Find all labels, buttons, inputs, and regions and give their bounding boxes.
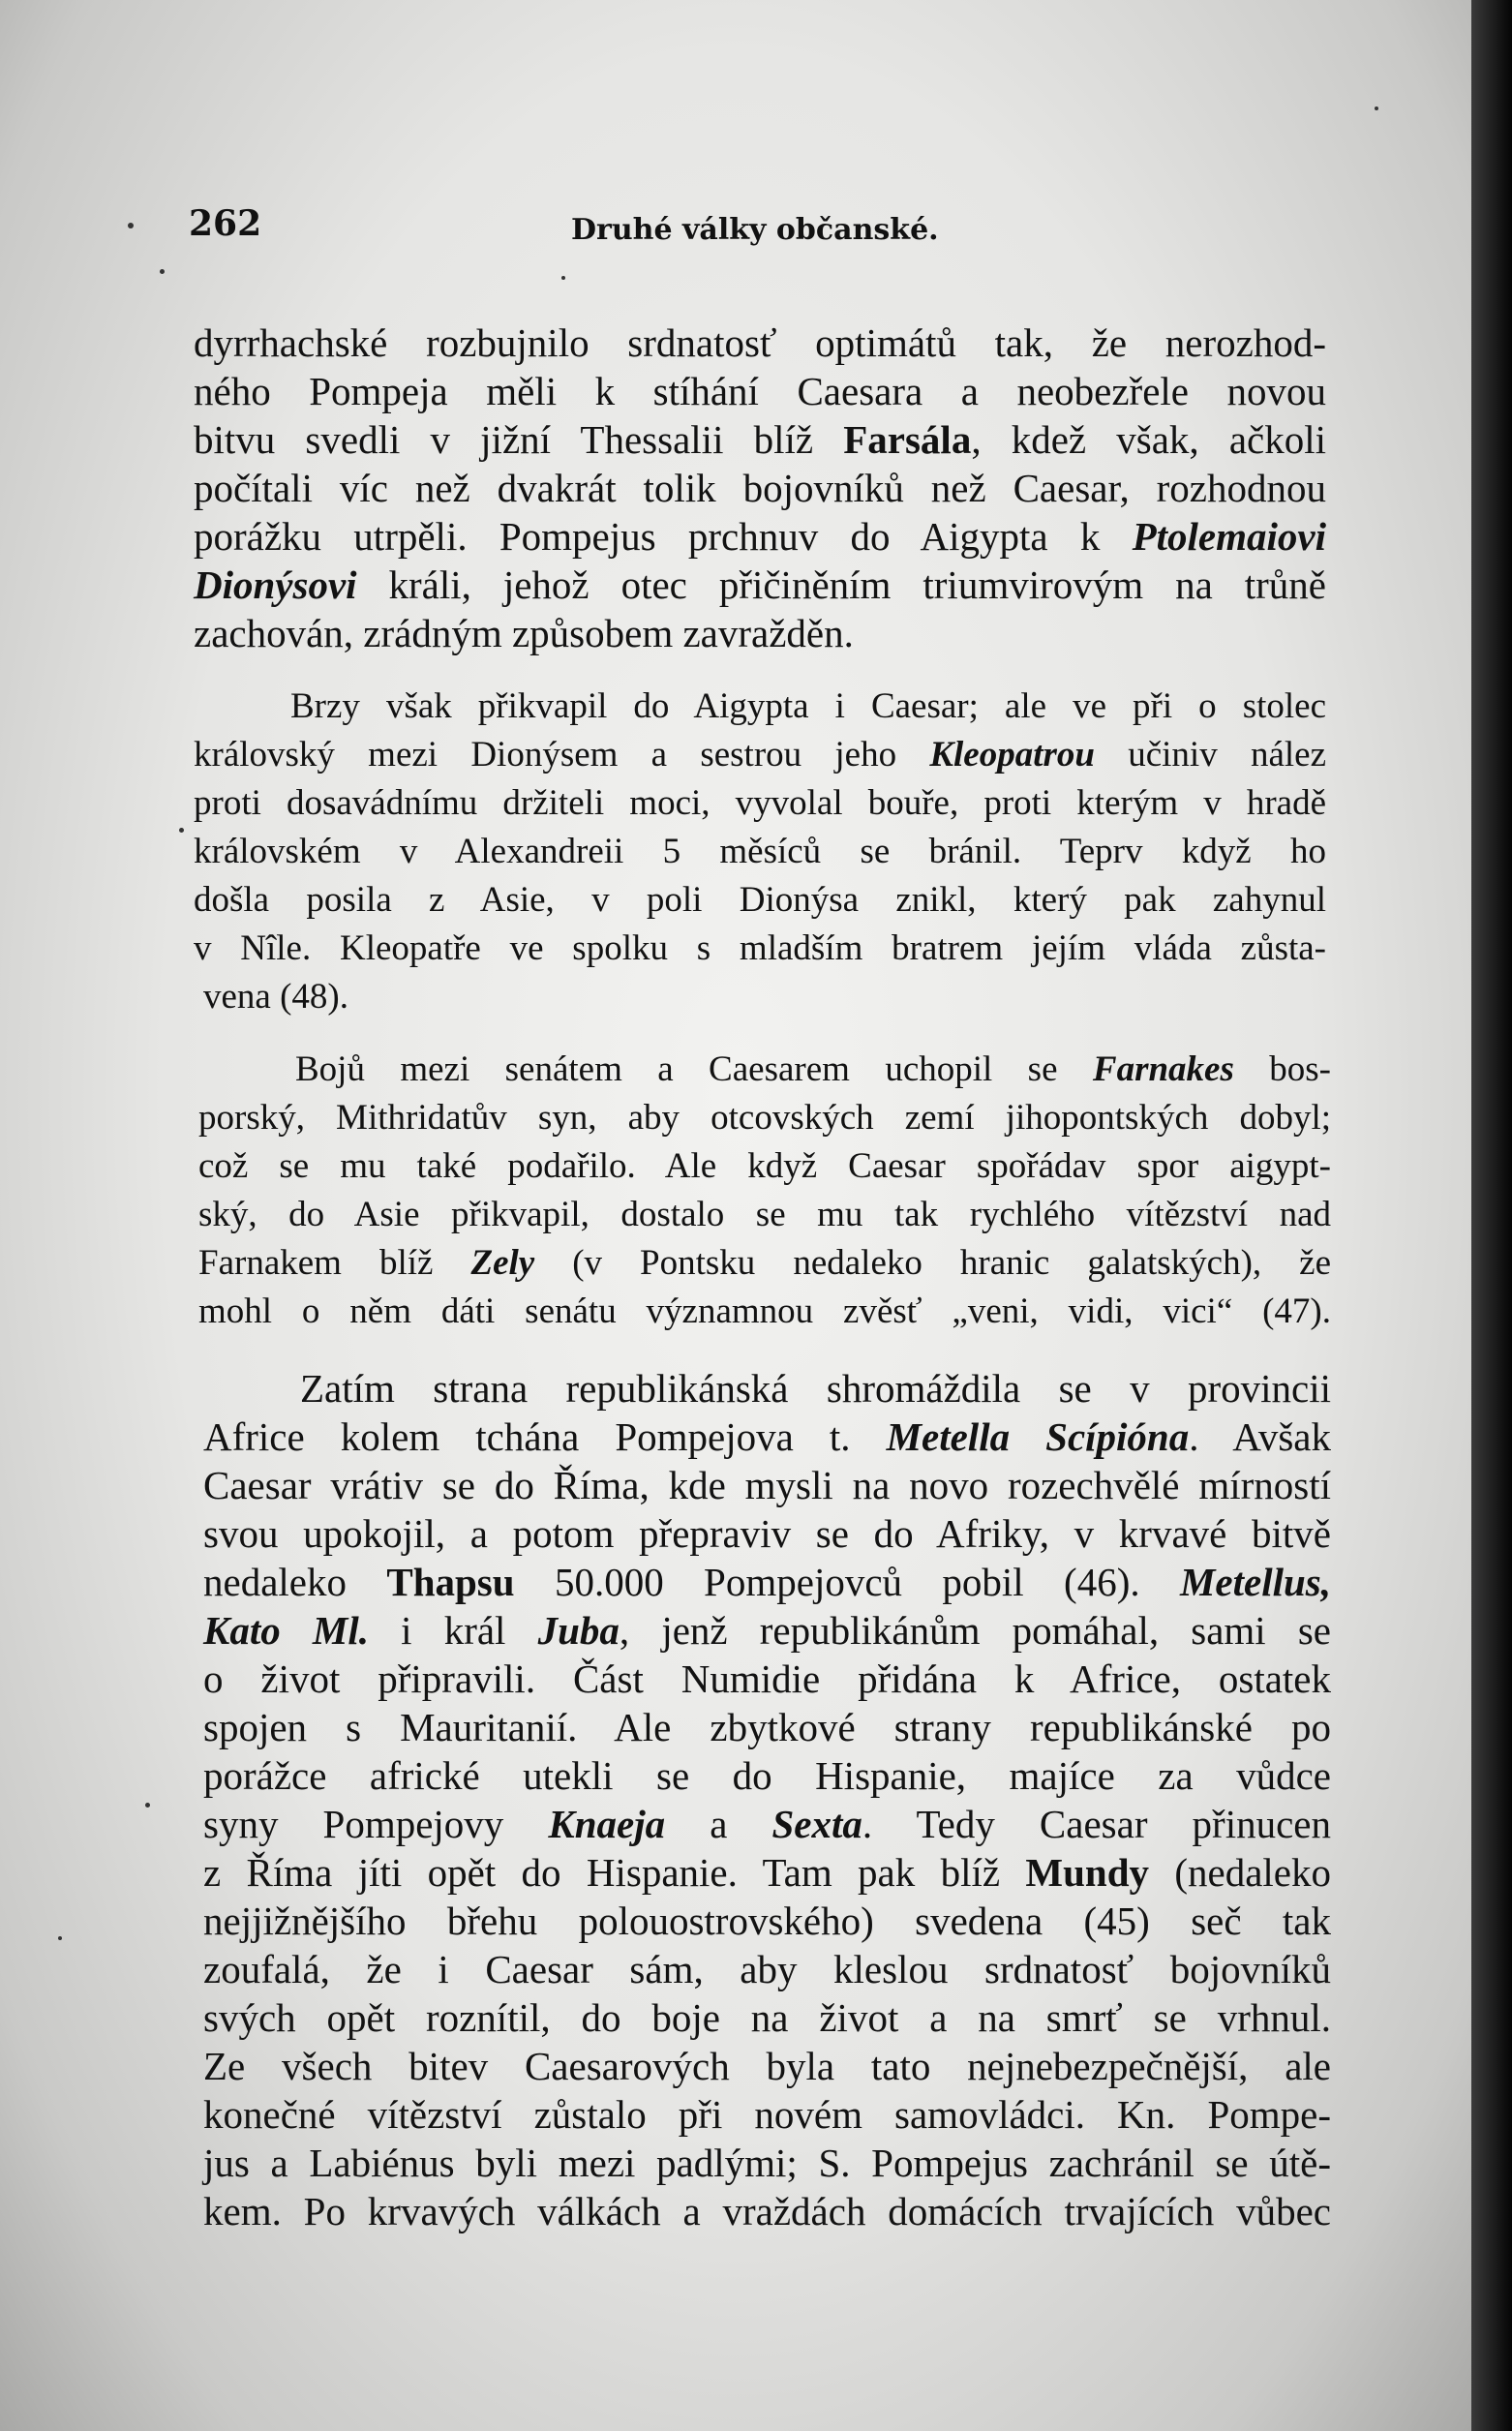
scan-speck bbox=[561, 276, 565, 280]
scan-speck bbox=[160, 269, 165, 274]
text-line: o život připravili. Část Numidie přidána k Africe, ostatek bbox=[203, 1656, 1331, 1701]
scan-speck bbox=[145, 1803, 150, 1808]
text-line: jus a Labiénus byli mezi padlými; S. Pompejus zachránil se útě- bbox=[203, 2141, 1331, 2185]
text-line: nejjižnějšího břehu polouostrovského) svedena (45) seč tak bbox=[203, 1899, 1331, 1943]
text-line: královský mezi Dionýsem a sestrou jeho Kleopatrou učiniv nález bbox=[194, 735, 1327, 775]
text-line: Brzy však přikvapil do Aigypta i Caesar; ale ve při o stolec bbox=[290, 686, 1326, 726]
text-line: svých opět roznítil, do boje na život a na smrť se vrhnul. bbox=[203, 1995, 1331, 2040]
text-line: svou upokojil, a potom přepraviv se do Afriky, v krvavé bitvě bbox=[203, 1511, 1331, 1556]
text-line: proti dosavádnímu držiteli moci, vyvolal bouře, proti kterým v hradě bbox=[194, 783, 1326, 823]
page-number: 262 bbox=[189, 203, 262, 244]
page-header bbox=[189, 203, 1331, 261]
scan-speck bbox=[58, 1936, 62, 1940]
text-line: Caesar vrátiv se do Říma, kde mysli na novo rozechvělé mírností bbox=[203, 1463, 1331, 1507]
scan-edge bbox=[1471, 0, 1512, 2431]
text-line: zachován, zrádným způsobem zavražděn. bbox=[194, 611, 854, 655]
text-line: vena (48). bbox=[203, 977, 348, 1017]
text-line: v Nîle. Kleopatře ve spolku s mladším bratrem jejím vláda zůsta- bbox=[194, 928, 1326, 968]
text-line: nedaleko Thapsu 50.000 Pompejovců pobil (46). Metellus, bbox=[203, 1560, 1332, 1604]
scan-speck bbox=[179, 828, 184, 833]
text-line: Dionýsovi králi, jehož otec přičiněním triumvirovým na trůně bbox=[194, 562, 1326, 607]
running-title: Druhé války občanské. bbox=[571, 213, 939, 247]
text-line: z Říma jíti opět do Hispanie. Tam pak blíž Mundy (nedaleko bbox=[203, 1850, 1331, 1895]
text-line: kem. Po krvavých válkách a vraždách domácích trvajících vůbec bbox=[203, 2189, 1331, 2233]
text-line: Africe kolem tchána Pompejova t. Metella Scípióna. Avšak bbox=[203, 1414, 1331, 1459]
text-line: zoufalá, že i Caesar sám, aby kleslou srdnatosť bojovníků bbox=[203, 1947, 1331, 1991]
text-line: porážku utrpěli. Pompejus prchnuv do Aigypta k Ptolemaiovi bbox=[194, 514, 1326, 559]
text-line: Farnakem blíž Zely (v Pontsku nedaleko hranic galatských), že bbox=[198, 1243, 1331, 1283]
text-line: bitvu svedli v jižní Thessalii blíž Farsála, kdež však, ačkoli bbox=[194, 417, 1326, 462]
text-line: dyrrhachské rozbujnilo srdnatosť optimátů tak, že nerozhod- bbox=[194, 320, 1326, 365]
text-line: Ze všech bitev Caesarových byla tato nejnebezpečnější, ale bbox=[203, 2044, 1331, 2088]
text-line: došla posila z Asie, v poli Dionýsa znikl, který pak zahynul bbox=[194, 880, 1326, 920]
text-line: počítali víc než dvakrát tolik bojovníků než Caesar, rozhodnou bbox=[194, 466, 1326, 510]
scan-speck bbox=[128, 223, 134, 228]
text-line: Zatím strana republikánská shromáždila se v provincii bbox=[300, 1366, 1331, 1411]
text-line: ného Pompeja měli k stíhání Caesara a neobezřele novou bbox=[194, 369, 1326, 413]
text-line: královském v Alexandreii 5 měsíců se bránil. Teprv když ho bbox=[194, 832, 1326, 871]
text-line: ský, do Asie přikvapil, dostalo se mu tak rychlého vítězství nad bbox=[198, 1195, 1331, 1234]
text-line: Kato Ml. i král Juba, jenž republikánům pomáhal, sami se bbox=[203, 1608, 1331, 1653]
text-line: konečné vítězství zůstalo při novém samovládci. Kn. Pompe- bbox=[203, 2092, 1331, 2137]
text-line: porský, Mithridatův syn, aby otcovských zemí jihopontských dobyl; bbox=[198, 1098, 1331, 1138]
scan-speck bbox=[1375, 106, 1378, 110]
text-line: spojen s Mauritanií. Ale zbytkové strany republikánské po bbox=[203, 1705, 1331, 1749]
text-line: porážce africké utekli se do Hispanie, majíce za vůdce bbox=[203, 1753, 1331, 1798]
text-line: Bojů mezi senátem a Caesarem uchopil se Farnakes bos- bbox=[295, 1049, 1331, 1089]
text-line: syny Pompejovy Knaeja a Sexta. Tedy Caesar přinucen bbox=[203, 1802, 1331, 1846]
text-line: což se mu také podařilo. Ale když Caesar spořádav spor aigypt- bbox=[198, 1146, 1331, 1186]
text-line: mohl o něm dáti senátu významnou zvěsť „veni, vidi, vici“ (47). bbox=[198, 1291, 1331, 1331]
